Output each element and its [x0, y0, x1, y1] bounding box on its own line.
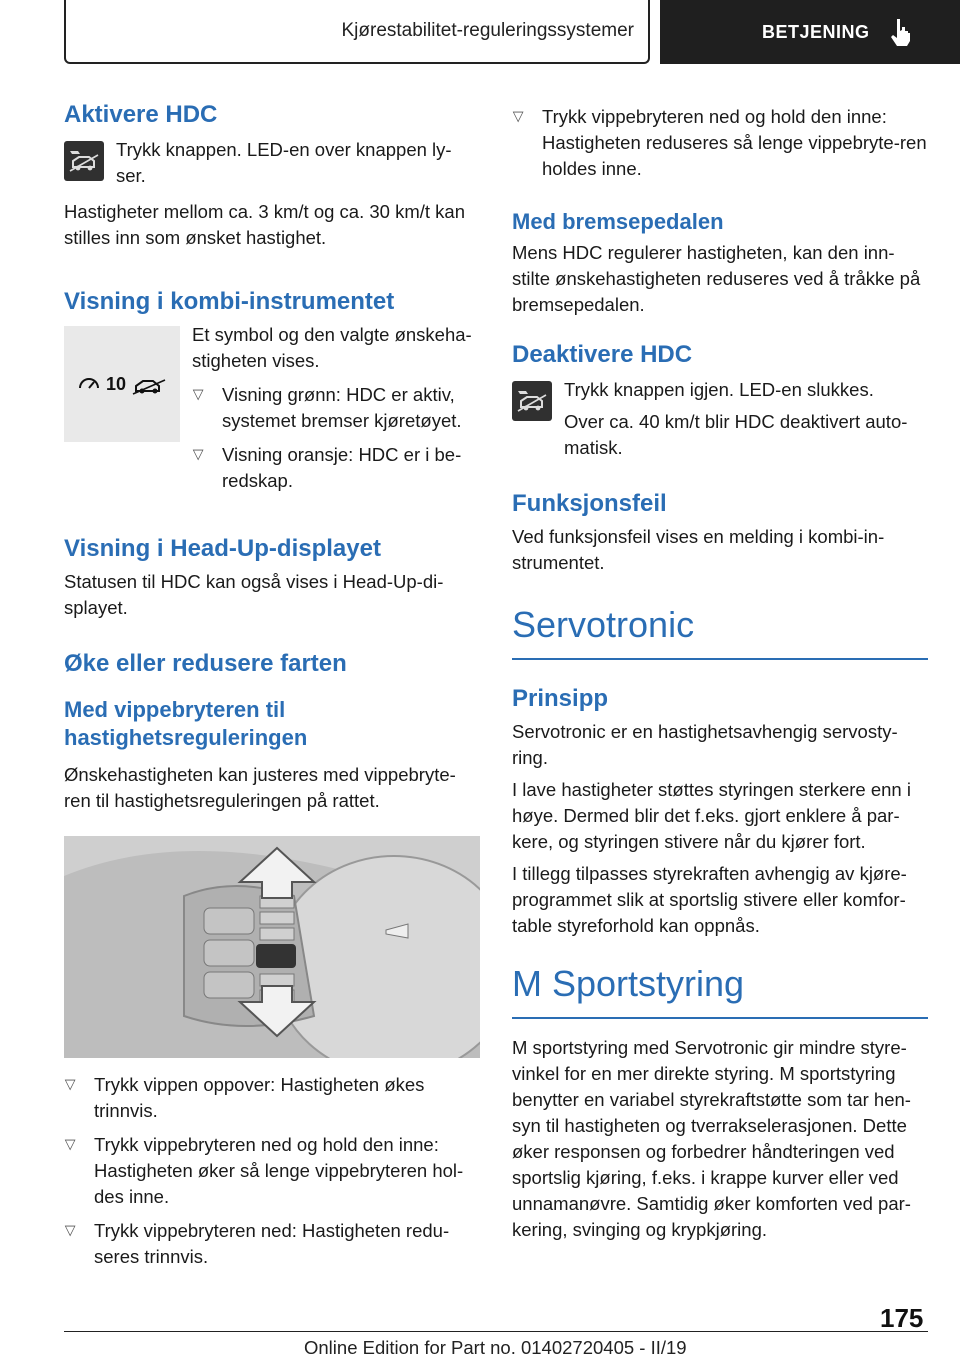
chapter-title: BETJENING — [762, 21, 870, 42]
prinsipp-text-1: Servotronic er en hastighetsavhengig servosty‐ring. — [512, 721, 898, 768]
msport-text: M sportstyring med Servotronic gir mindre styre‐vinkel for en mer direkte styring. M sportstyring benytter en variabel styrekraftstøtte som tar hen‐syn til hastigheten og tverrakselerasjonen. Dette øker responsen og forbedrer håndteringen ved sportslig kjøring, f.eks. i krappe kurver eller ved unnamanøvre. Samtidig øker komforten ved par‐kering, svinging og krypkjøring. — [512, 1037, 911, 1240]
kombi-display-number: 10 — [105, 373, 127, 394]
kombi-text: Et symbol og den valgte ønskeha‐stigheten vises. — [192, 324, 472, 371]
continued-list — [512, 104, 928, 182]
list-item: ▷ Trykk vippebryteren ned og hold den inne: Hastigheten øker så lenge vippebryteren hol‐des inne. — [64, 1132, 480, 1210]
list-item: ▷ Visning oransje: HDC er i be‐redskap. — [192, 442, 480, 494]
kombi-list — [192, 382, 480, 494]
car-descent-icon — [132, 373, 166, 395]
deaktivere-row — [512, 377, 928, 461]
deaktivere-text-1: Trykk knappen igjen. LED-en slukkes. — [564, 379, 874, 400]
prinsipp-text-2: I lave hastigheter støttes styringen sterkere enn i høye. Dermed blir det f.eks. gjort enklere å par‐kere, og styringen stivere når du kjører fort. — [512, 779, 911, 852]
heading-funksjonsfeil: Funksjonsfeil — [512, 490, 667, 517]
heading-servotronic: Servotronic — [512, 604, 695, 645]
right-column — [512, 100, 928, 1243]
heading-vippebryter: Med vippebryteren til hastighetsreguleringen — [64, 697, 308, 750]
left-column — [64, 100, 480, 1278]
prinsipp-text-3: I tillegg tilpasses styrekraften avhengig av kjøre‐programmet slik at sportslig stivere eller komfor‐table styreforhold kan oppnås. — [512, 863, 907, 936]
footer-divider — [64, 1331, 928, 1332]
vippe-text: Ønskehastigheten kan justeres med vippebryte‐ren til hastighetsreguleringen på rattet. — [64, 764, 456, 811]
bremse-text: Mens HDC regulerer hastigheten, kan den inn‐stilte ønskehastigheten reduseres ved å tråkke på bremsepedalen. — [512, 242, 921, 315]
list-item: ▷ Trykk vippebryteren ned: Hastigheten redu‐seres trinnvis. — [64, 1218, 480, 1270]
hud-text: Statusen til HDC kan også vises i Head-Up-di‐splayet. — [64, 571, 444, 618]
heading-visning-hud: Visning i Head-Up-displayet — [64, 535, 381, 562]
aktivere-text: Trykk knappen. LED-en over knappen ly‐ser. — [116, 139, 452, 186]
chapter-tab — [660, 0, 960, 64]
hdc-button-icon — [512, 381, 552, 421]
section-title: Kjørestabilitet-reguleringssystemer — [341, 20, 634, 41]
kombi-content — [192, 322, 480, 502]
steering-wheel-illustration — [64, 836, 480, 1058]
heading-bremsepedalen: Med bremsepedalen — [512, 209, 724, 234]
aktivere-row — [64, 137, 480, 189]
funksjon-text: Ved funksjonsfeil vises en melding i kombi-in‐strumentet. — [512, 526, 885, 573]
section-header — [64, 0, 650, 64]
kombi-row — [64, 322, 480, 502]
hdc-button-icon — [64, 141, 104, 181]
heading-deaktivere-hdc: Deaktivere HDC — [512, 341, 693, 368]
edition-text: Online Edition for Part no. 01402720405 - II/19 — [304, 1337, 687, 1358]
heading-aktivere-hdc: Aktivere HDC — [64, 101, 218, 128]
heading-prinsipp: Prinsipp — [512, 685, 609, 712]
kombi-display-illustration — [64, 326, 180, 442]
deaktivere-text-2: Over ca. 40 km/t blir HDC deaktivert auto‐matisk. — [564, 411, 908, 458]
heading-m-sportstyring: M Sportstyring — [512, 963, 745, 1004]
page-number: 175 — [880, 1303, 924, 1333]
speed-dial-icon — [78, 376, 100, 392]
hastigheter-text: Hastigheter mellom ca. 3 km/t og ca. 30 km/t kan stilles inn som ønsket hastighet. — [64, 201, 465, 248]
heading-oke-redusere: Øke eller redusere farten — [64, 650, 347, 677]
vippe-list — [64, 1072, 480, 1270]
list-item: ▷ Visning grønn: HDC er aktiv, systemet bremser kjøretøyet. — [192, 382, 480, 434]
msport-section-heading — [512, 963, 928, 1019]
list-item: ▷ Trykk vippebryteren ned og hold den inne: Hastigheten reduseres så lenge vippebryte‐ren holdes inne. — [512, 104, 928, 182]
hand-pointer-icon — [888, 17, 914, 47]
heading-visning-kombi: Visning i kombi-instrumentet — [64, 288, 395, 315]
servotronic-section-heading — [512, 604, 928, 660]
deaktivere-content — [564, 377, 928, 461]
list-item: ▷ Trykk vippen oppover: Hastigheten økes trinnvis. — [64, 1072, 480, 1124]
